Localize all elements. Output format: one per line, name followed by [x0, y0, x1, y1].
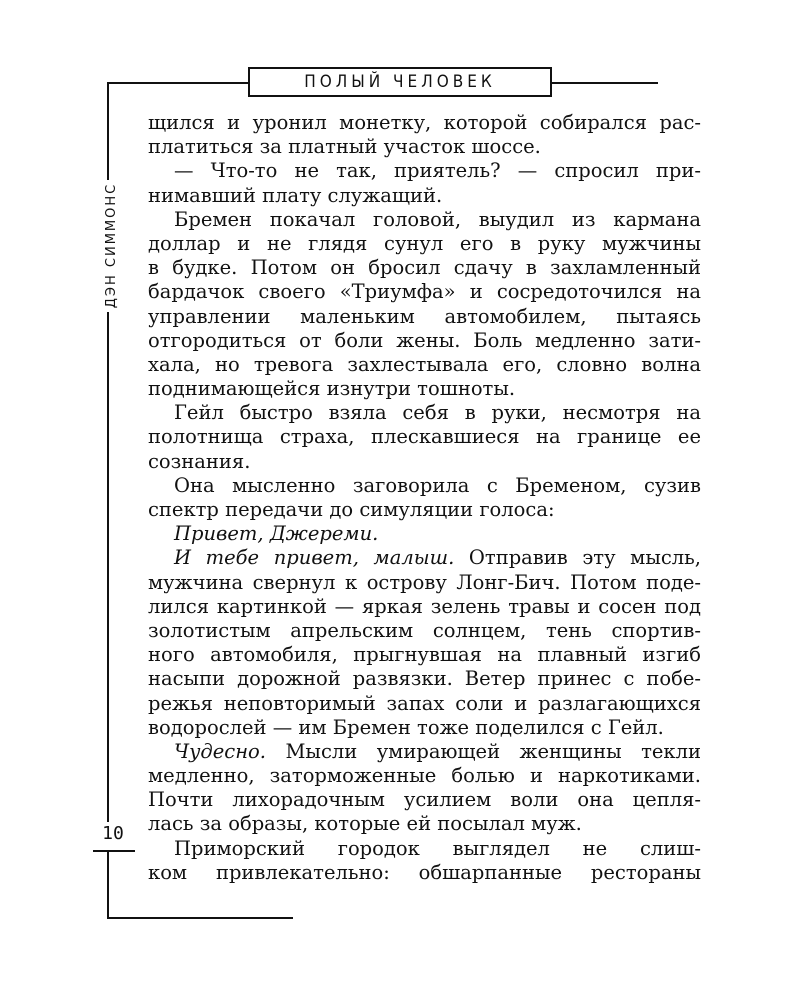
text-line: щился и уронил монетку, которой собирался рас- [148, 111, 701, 134]
text-line: бардачок своего «Триумфа» и сосредоточился на [148, 280, 701, 304]
text-line: спектр передачи до симуляции голоса: [148, 498, 555, 521]
text-line: насыпи дорожной развязки. Ветер принес с побе- [148, 667, 701, 691]
text-line: водорослей — им Бремен тоже поделился с Гейл. [148, 715, 664, 739]
frame-top-rule-right [552, 82, 658, 84]
text-line: управлении маленьким автомобилем, пытаясь [148, 304, 701, 328]
running-head-title [248, 67, 552, 97]
text-line: лился картинкой — яркая зелень травы и сосен под [148, 594, 701, 618]
text-fragment: Мысли умирающей женщины текли [285, 739, 701, 763]
text-line [148, 546, 701, 570]
text-line: платиться за платный участок шоссе. [148, 135, 541, 159]
text-line: в будке. Потом он бросил сдачу в захламленный [148, 256, 701, 280]
text-line: Гейл быстро взяла себя в руки, несмотря на [174, 401, 701, 425]
text-line: нимавший плату служащий. [148, 183, 443, 207]
text-line: Она мысленно заговорила с Бременом, сузив [174, 473, 701, 497]
text-line: сознания. [148, 449, 251, 473]
text-line: ком привлекательно: обшарпанные рестораны [148, 860, 701, 884]
text-line: доллар и не глядя сунул его в руку мужчины [148, 231, 701, 255]
page-number: 10 [102, 823, 124, 844]
text-line: хала, но тревога захлестывала его, словно волна [148, 352, 701, 376]
italic-thought: И тебе привет, малыш. [174, 546, 455, 570]
frame-left-rule-lower [107, 851, 109, 919]
text-line: режья неповторимый запах соли и разлагающихся [148, 691, 701, 715]
frame-left-rule-upper [107, 82, 109, 180]
text-line: полотнища страха, плескавшиеся на границе ее [148, 425, 701, 449]
text-line: лась за образы, которые ей посылал муж. [148, 812, 582, 836]
frame-top-rule-left [107, 82, 248, 84]
text-line: Бремен покачал головой, выудил из кармана [174, 207, 701, 231]
text-line: мужчина свернул к острову Лонг-Бич. Потом поде- [148, 570, 701, 594]
text-line: золотистым апрельским солнцем, тень спортив- [148, 618, 701, 642]
frame-bottom-rule [107, 917, 293, 919]
book-title: ПОЛЫЙ ЧЕЛОВЕК [304, 72, 496, 92]
italic-thought: Привет, Джереми. [174, 522, 379, 546]
text-line: — Что-то не так, приятель? — спросил при- [174, 159, 701, 183]
text-line [148, 522, 701, 546]
running-head-author [102, 180, 122, 310]
text-line [148, 740, 701, 764]
text-line: ного автомобиля, прыгнувшая на плавный изгиб [148, 643, 701, 667]
author-name: ДЭН СИММОНС [104, 182, 120, 308]
body-text [148, 111, 701, 885]
text-line: отгородиться от боли жены. Боль медленно зати- [148, 328, 701, 352]
text-line: Почти лихорадочным усилием воли она цепля- [148, 788, 701, 812]
text-fragment: Отправив эту мысль, [468, 546, 701, 570]
frame-left-rule-middle [107, 312, 109, 822]
text-line: Приморский городок выглядел не слиш- [174, 836, 701, 860]
text-line: поднимающейся изнутри тошноты. [148, 377, 516, 401]
italic-thought: Чудесно. [174, 739, 266, 763]
text-line: медленно, заторможенные болью и наркотиками. [148, 764, 701, 788]
page-number-rule [93, 850, 135, 852]
